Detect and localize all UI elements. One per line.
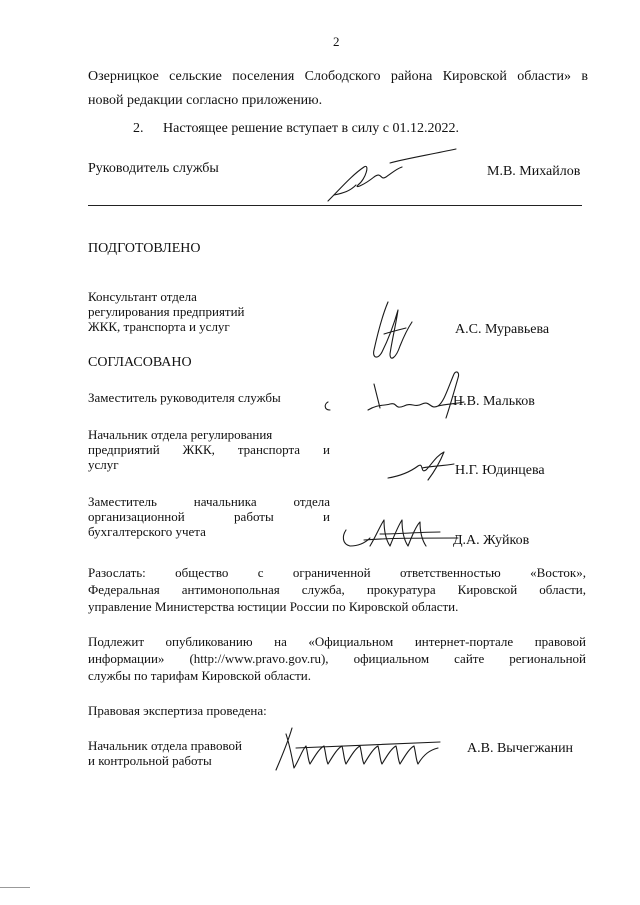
publication-line: информации» (http://www.pravo.gov.ru), официальном сайте региональной bbox=[88, 651, 586, 666]
page-number: 2 bbox=[333, 34, 340, 49]
prepared-position-line: регулирования предприятий bbox=[88, 304, 245, 319]
dept-head-position-line: Начальник отдела регулирования bbox=[88, 427, 273, 442]
prepared-position-line: Консультант отдела bbox=[88, 289, 197, 304]
deputy-dept-position-line: бухгалтерского учета bbox=[88, 524, 206, 539]
legal-position-line: Начальник отдела правовой bbox=[88, 738, 242, 753]
prepared-position bbox=[88, 289, 245, 334]
intro-line-2: новой редакции согласно приложению. bbox=[88, 93, 323, 108]
prepared-name: А.С. Муравьева bbox=[455, 322, 550, 337]
legal-name: А.В. Вычегжанин bbox=[467, 741, 574, 756]
item-2-number: 2. bbox=[133, 121, 144, 136]
deputy-dept-signature bbox=[340, 516, 460, 556]
distribution-line: Разослать: общество с ограниченной ответственностью «Восток», bbox=[88, 565, 586, 580]
corner-mark bbox=[0, 887, 30, 888]
head-signature bbox=[320, 145, 460, 205]
legal-signature bbox=[270, 724, 442, 774]
agreed-heading: СОГЛАСОВАНО bbox=[88, 355, 192, 370]
publication-block bbox=[88, 633, 586, 684]
head-position: Руководитель службы bbox=[88, 161, 219, 176]
prepared-position-line: ЖКК, транспорта и услуг bbox=[88, 319, 230, 334]
head-name: М.В. Михайлов bbox=[487, 164, 581, 179]
publication-line: Подлежит опубликованию на «Официальном интернет-портале правовой bbox=[88, 634, 586, 649]
divider-line bbox=[88, 205, 582, 206]
legal-position-line: и контрольной работы bbox=[88, 753, 212, 768]
dept-head-position-line: услуг bbox=[88, 457, 119, 472]
deputy-dept-position-line: организационной работы и bbox=[88, 509, 330, 524]
intro-line-1: Озерницкое сельские поселения Слободского района Кировской области» в bbox=[88, 69, 588, 84]
deputy-dept-position bbox=[88, 494, 330, 539]
legal-position bbox=[88, 738, 242, 768]
distribution-line: Федеральная антимонопольная служба, прокуратура Кировской области, bbox=[88, 582, 586, 597]
deputy-dept-position-line: Заместитель начальника отдела bbox=[88, 494, 330, 509]
prepared-signature bbox=[368, 298, 418, 370]
dept-head-signature bbox=[386, 450, 456, 486]
deputy-head-name: Н.В. Мальков bbox=[453, 394, 535, 409]
prepared-heading: ПОДГОТОВЛЕНО bbox=[88, 241, 201, 256]
item-2-text: Настоящее решение вступает в силу с 01.12.2022. bbox=[163, 121, 459, 136]
distribution-block bbox=[88, 564, 586, 615]
dept-head-name: Н.Г. Юдинцева bbox=[455, 463, 545, 478]
dept-head-position-line: предприятий ЖКК, транспорта и bbox=[88, 442, 330, 457]
deputy-dept-name: Д.А. Жуйков bbox=[453, 533, 530, 548]
dept-head-position bbox=[88, 427, 330, 472]
publication-line: службы по тарифам Кировской области. bbox=[88, 668, 311, 683]
distribution-line: управление Министерства юстиции России по Кировской области. bbox=[88, 599, 459, 614]
deputy-head-signature bbox=[318, 366, 468, 426]
deputy-head-position: Заместитель руководителя службы bbox=[88, 390, 281, 405]
legal-heading: Правовая экспертиза проведена: bbox=[88, 703, 267, 718]
